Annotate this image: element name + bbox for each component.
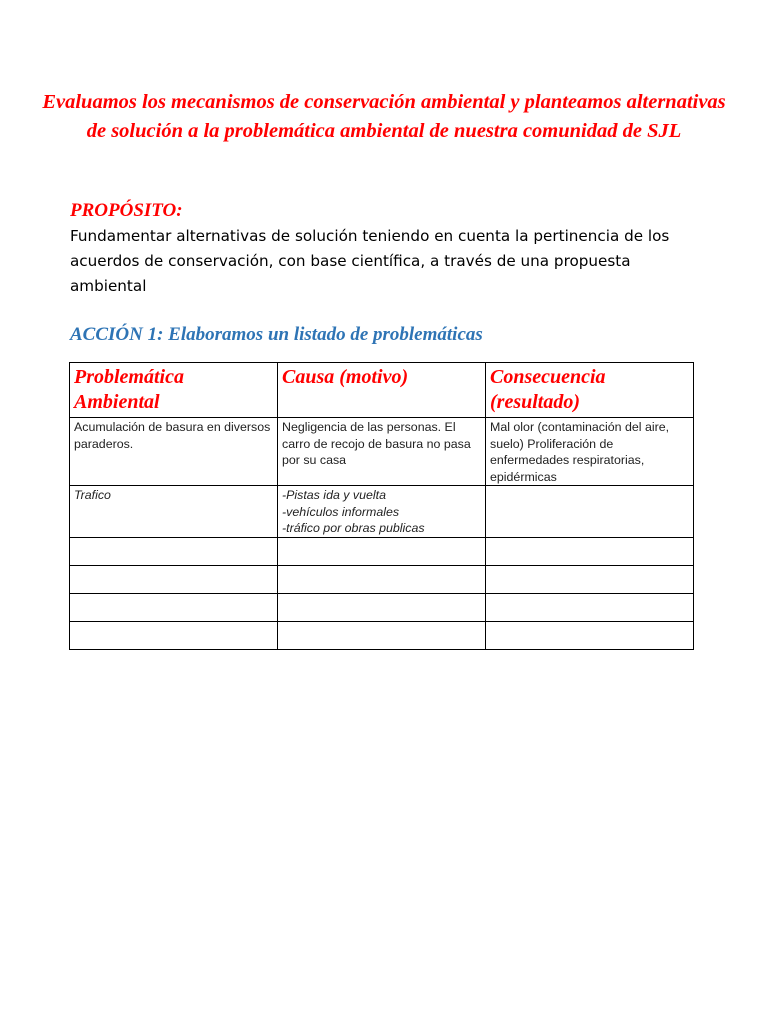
cause-line: -vehículos informales [282,504,400,519]
header-problem: Problemática Ambiental [70,363,278,418]
table-header-row [70,363,694,418]
table-row-empty [70,593,694,621]
cell-problem: Acumulación de basura en diversos paraderos. [70,418,278,486]
problems-table [69,362,694,650]
table-row-empty [70,537,694,565]
document-title: Evaluamos los mecanismos de conservación ambiental y planteamos alternativas de solución a la problemática ambiental de nuestra comunidad de SJL [42,91,726,142]
empty-cell [278,593,486,621]
empty-cell [70,537,278,565]
header-consequence: Consecuencia (resultado) [486,363,694,418]
empty-cell [278,621,486,649]
empty-cell [70,593,278,621]
empty-cell [486,593,694,621]
header-cause: Causa (motivo) [278,363,486,418]
empty-cell [70,565,278,593]
empty-cell [486,537,694,565]
empty-cell [486,621,694,649]
cell-problem: Trafico [70,486,278,538]
table-row [70,486,694,538]
cell-consequence: Mal olor (contaminación del aire, suelo) Proliferación de enfermedades respiratorias, epidérmicas [486,418,694,486]
empty-cell [278,565,486,593]
empty-cell [70,621,278,649]
table-row-empty [70,621,694,649]
empty-cell [486,565,694,593]
action-heading: ACCIÓN 1: Elaboramos un listado de problemáticas [70,324,483,345]
table-row [70,418,694,486]
table-row-empty [70,565,694,593]
empty-cell [278,537,486,565]
cell-cause [278,486,486,538]
cause-line: -Pistas ida y vuelta [282,488,386,502]
cause-line: -tráfico por obras publicas [282,521,425,535]
cell-consequence [486,486,694,538]
cell-cause: Negligencia de las personas. El carro de recojo de basura no pasa por su casa [278,418,486,486]
purpose-heading: PROPÓSITO: [70,200,183,221]
purpose-text: Fundamentar alternativas de solución teniendo en cuenta la pertinencia de los acuerdos de conservación, con base científica, a través de una propuesta ambiental [70,227,670,295]
